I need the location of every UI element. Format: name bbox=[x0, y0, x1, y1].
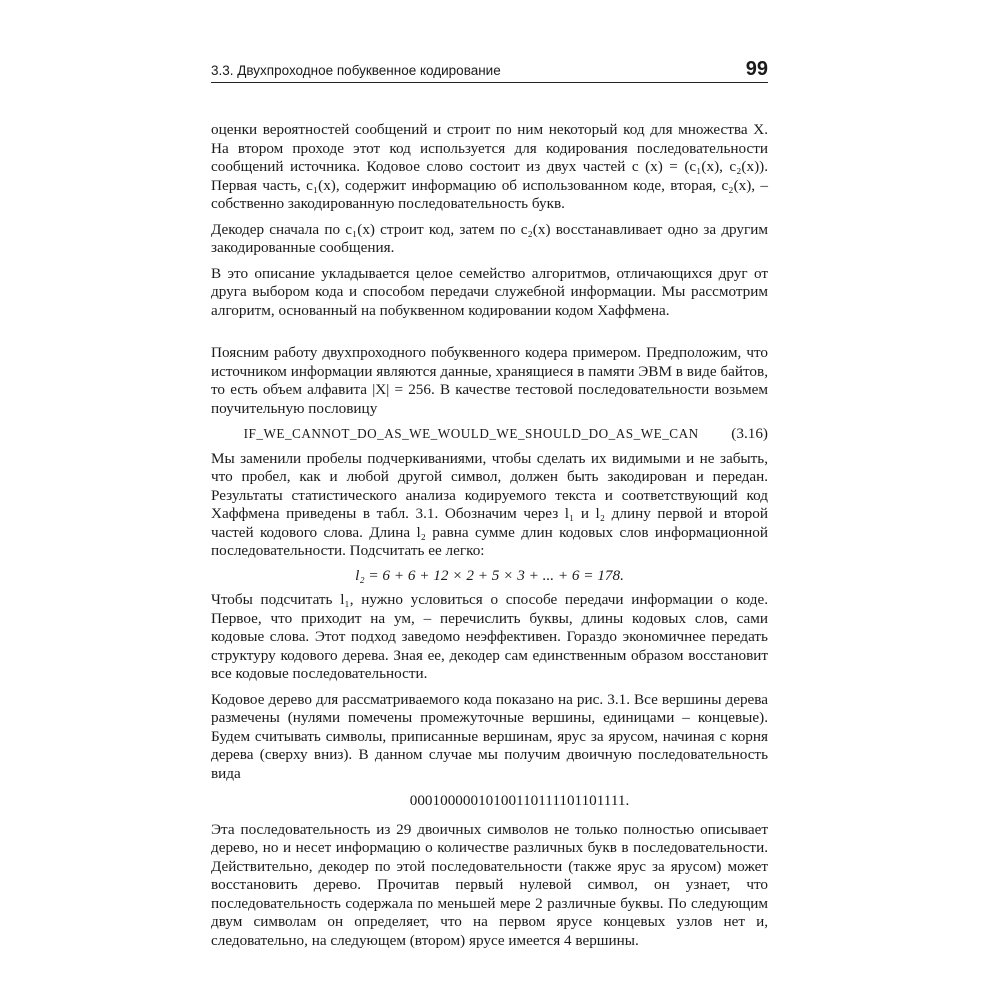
section-title: 3.3. Двухпроходное побуквенное кодирование bbox=[211, 63, 501, 78]
body-text bbox=[211, 121, 768, 950]
formula-l2: l₂ = 6 + 6 + 12 × 2 + 5 × 3 + ... + 6 = 178. bbox=[355, 566, 624, 584]
paragraph-algorithms: В это описание укладывается целое семейство алгоритмов, отличающихся друг от друга выбором кода и способом передачи служебной информации. Мы рассмотрим алгоритм, основанный на побуквенном кодировании кодом Хаффмена. bbox=[211, 264, 768, 319]
test-sequence: IF_WE_CANNOT_DO_AS_WE_WOULD_WE_SHOULD_DO_AS_WE_CAN bbox=[243, 426, 699, 441]
equation-number: (3.16) bbox=[731, 425, 768, 442]
running-head bbox=[211, 58, 768, 83]
paragraph-code-tree: Кодовое дерево для рассматриваемого кода показано на рис. 3.1. Все вершины дерева размечены (нулями помечены промежуточные вершины, единицами – концевые). Будем считывать символы, приписанные вершинам, ярус за ярусом, начиная с корня дерева (сверху вниз). В данном случае мы получим двоичную последовательность вида bbox=[211, 690, 768, 782]
paragraph-l1: Чтобы подсчитать l₁, нужно условиться о способе передачи информации о коде. Первое, что приходит на ум, – перечислить буквы, длины кодовых слов, сами кодовые слова. Этот подход заведомо неэффективен. Гораздо экономичнее передать структуру кодового дерева. Зная ее, декодер сам единственным образом восстановит все кодовые последовательности. bbox=[211, 591, 768, 682]
paragraph-29-symbols: Эта последовательность из 29 двоичных символов не только полностью описывает дерево, но и несет информацию о количестве различных букв в последовательности. Действительно, декодер по этой последовательности (также ярус за ярусом) может восстановить дерево. Прочитав первый нулевой символ, он узнает, что последовательность содержала по меньшей мере 2 различные буквы. По следующим двум символам он определяет, что на первом ярусе концевых узлов нет и, следовательно, на следующем (втором) ярусе имеется 4 вершины. bbox=[211, 820, 768, 949]
page-number: 99 bbox=[745, 58, 768, 80]
paragraph-underscores: Мы заменили пробелы подчеркиваниями, чтобы сделать их видимыми и не забыть, что пробел, как и любой другой символ, должен быть закодирован и передан. Результаты статистического анализа кодируемого текста и соответствующий код Хаффмена приведены в табл. 3.1. Обозначим через l₁ и l₂ длину первой и второй частей кодового слова. Длина l₂ равна сумме длин кодовых слов информационной последовательности. Подсчитать ее легко: bbox=[211, 449, 768, 559]
paragraph-decoder: Декодер сначала по c₁(x) строит код, затем по c₂(x) восстанавливает одно за другим закодированные сообщения. bbox=[211, 220, 768, 256]
paragraph-intro: оценки вероятностей сообщений и строит по ним некоторый код для множества X. На втором проходе этот код используется для кодирования последовательности сообщений источника. Кодовое слово состоит из двух частей c (x) = (c₁(x), c₂(x)). Первая часть, c₁(x), содержит информацию об использованном коде, вторая, c₂(x), – собственно закодированную последовательность букв. bbox=[211, 121, 768, 212]
paragraph-example: Поясним работу двухпроходного побуквенного кодера примером. Предположим, что источником информации являются данные, хранящиеся в памяти ЭВМ в виде байтов, то есть объем алфавита |X| = 256. В качестве тестовой последовательности возьмем поучительную пословицу bbox=[211, 344, 768, 417]
formula-test-sequence bbox=[211, 425, 768, 444]
formula-tree-code: 00010000010100110111101101111. bbox=[409, 792, 630, 809]
